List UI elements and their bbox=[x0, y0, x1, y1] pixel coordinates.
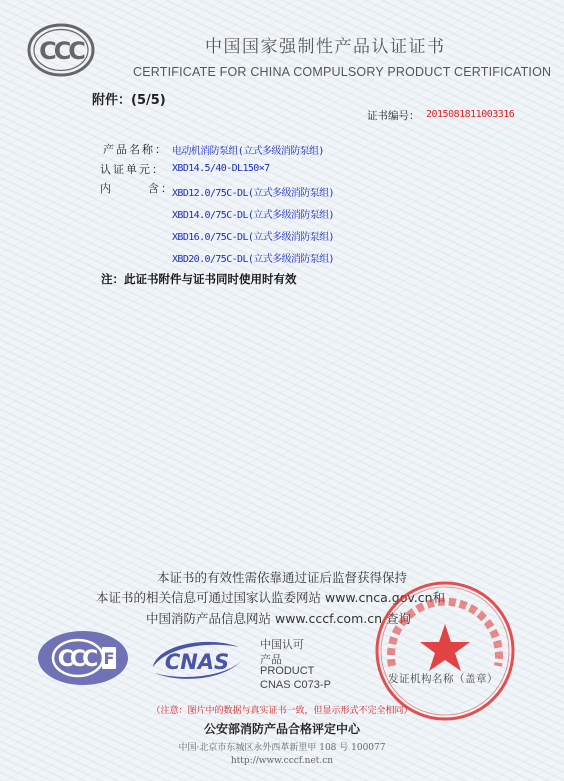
issuer-address: 中国·北京市东城区永外西革新里甲 108 号 100077 bbox=[178, 743, 386, 753]
contents-label-start: 内 bbox=[100, 182, 113, 195]
certificate-number-label: 证书编号： bbox=[367, 110, 420, 122]
cnas-logo-icon bbox=[147, 637, 245, 683]
contents-label-end: 含： bbox=[148, 182, 174, 195]
issuing-center-name: 公安部消防产品合格评定中心 bbox=[203, 722, 360, 736]
accreditation-line: PRODUCT bbox=[260, 665, 315, 677]
cert-unit-label: 认证单元： bbox=[100, 163, 165, 176]
accreditation-line: 中国认可 bbox=[260, 638, 304, 651]
contents-model-item: XBD14.0/75C-DL(立式多级消防泵组) bbox=[172, 210, 334, 221]
contents-model-item: XBD20.0/75C-DL(立式多级消防泵组) bbox=[172, 254, 334, 265]
issuing-authority-label: 发证机构名称（盖章） bbox=[388, 673, 498, 685]
svg-text:F: F bbox=[103, 649, 115, 668]
footer-query-line: 本证书的相关信息可通过国家认监委网站 www.cnca.gov.cn和 bbox=[96, 590, 446, 605]
svg-text:CCC: CCC bbox=[39, 37, 83, 65]
svg-text:CCC: CCC bbox=[57, 647, 95, 672]
footer-website-line: 中国消防产品信息网站 www.cccf.com.cn 查询 bbox=[146, 611, 411, 626]
annex-label: 附件：(5/5) bbox=[92, 93, 166, 108]
contents-model-item: XBD12.0/75C-DL(立式多级消防泵组) bbox=[172, 188, 334, 199]
accreditation-line: CNAS C073-P bbox=[260, 679, 331, 691]
certificate-title-cn: 中国国家强制性产品认证证书 bbox=[205, 37, 446, 57]
ccc-logo-icon bbox=[26, 22, 96, 78]
footer-validity-line: 本证书的有效性需依靠通过证后监督获得保持 bbox=[156, 570, 407, 585]
product-name-label: 产品名称： bbox=[103, 143, 168, 156]
certificate-number-value: 2015081811003316 bbox=[426, 109, 515, 120]
product-name-value: 电动机消防泵组(立式多级消防泵组) bbox=[172, 146, 324, 157]
certificate-title-en: CERTIFICATE FOR CHINA COMPULSORY PRODUCT CERTIFICATION bbox=[133, 65, 552, 79]
contents-model-item: XBD16.0/75C-DL(立式多级消防泵组) bbox=[172, 232, 334, 243]
display-warning: （注意：图片中的数据与真实证书一致，但显示形式不完全相同） bbox=[151, 706, 413, 716]
cert-unit-value: XBD14.5/40-DL150×7 bbox=[172, 163, 270, 174]
validity-note: 注：此证书附件与证书同时使用时有效 bbox=[101, 272, 297, 286]
cnas-logo-text: CNAS bbox=[164, 650, 230, 674]
accreditation-line: 产品 bbox=[260, 653, 282, 666]
ccc-f-logo-icon bbox=[36, 629, 130, 687]
issuer-website: http://www.cccf.net.cn bbox=[230, 756, 334, 766]
